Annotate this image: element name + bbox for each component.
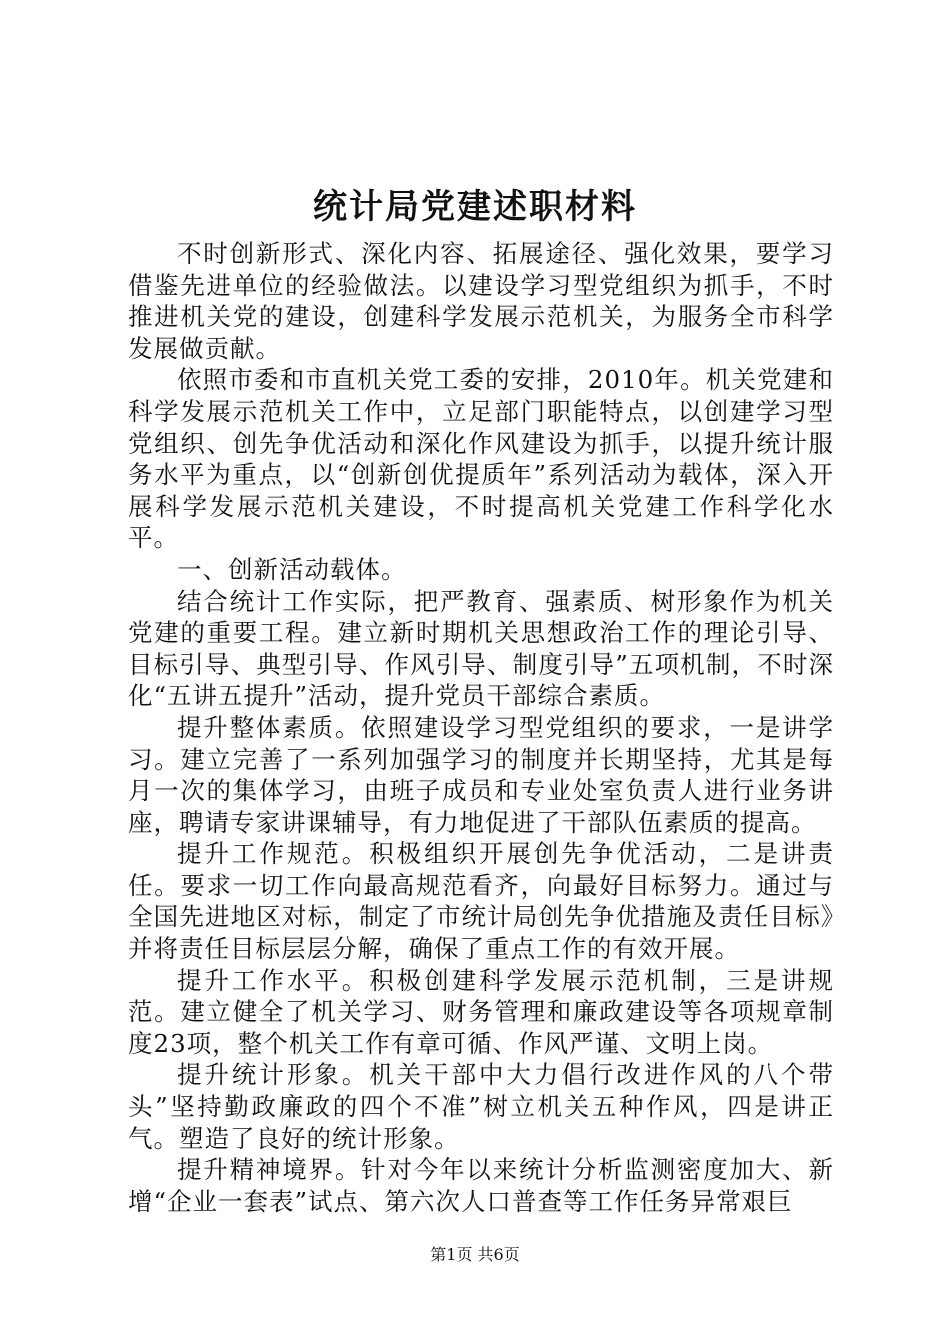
document-body xyxy=(128,238,834,1217)
section-heading: 一、创新活动载体。 xyxy=(177,554,407,584)
paragraph-7: 提升统计形象。机关干部中大力倡行改进作风的八个带头”坚持勤政廉政的四个不准”树立机关五种作风，四是讲正气。塑造了良好的统计形象。 xyxy=(128,1060,834,1153)
document-title: 统计局党建述职材料 xyxy=(313,187,637,227)
paragraph-3: 结合统计工作实际，把严教育、强素质、树形象作为机关党建的重要工程。建立新时期机关思想政治工作的理论引导、目标引导、典型引导、作风引导、制度引导”五项机制，不时深化“五讲五提升”活动，提升党员干部综合素质。 xyxy=(128,586,834,711)
paragraph-1: 不时创新形式、深化内容、拓展途径、强化效果，要学习借鉴先进单位的经验做法。以建设学习型党组织为抓手，不时推进机关党的建设，创建科学发展示范机关，为服务全市科学发展做贡献。 xyxy=(128,239,834,363)
paragraph-4: 提升整体素质。依照建设学习型党组织的要求，一是讲学习。建立完善了一系列加强学习的制度并长期坚持，尤其是每月一次的集体学习，由班子成员和专业处室负责人进行业务讲座，聘请专家讲课辅导，有力地促进了干部队伍素质的提高。 xyxy=(128,712,834,837)
paragraph-5: 提升工作规范。积极组织开展创先争优活动，二是讲责任。要求一切工作向最高规范看齐，向最好目标努力。通过与全国先进地区对标，制定了市统计局创先争优措施及责任目标》并将责任目标层层分解，确保了重点工作的有效开展。 xyxy=(128,839,834,964)
paragraph-6: 提升工作水平。积极创建科学发展示范机制，三是讲规范。建立健全了机关学习、财务管理和廉政建设等各项规章制度23项，整个机关工作有章可循、作风严谨、文明上岗。 xyxy=(128,965,834,1058)
paragraph-2: 依照市委和市直机关党工委的安排，2010年。机关党建和科学发展示范机关工作中，立足部门职能特点，以创建学习型党组织、创先争优活动和深化作风建设为抓手，以提升统计服务水平为重点，以“创新创优提质年”系列活动为载体，深入开展科学发展示范机关建设，不时提高机关党建工作科学化水平。 xyxy=(128,365,834,553)
page-number-footer: 第1页 共6页 xyxy=(430,1245,520,1264)
paragraph-8: 提升精神境界。针对今年以来统计分析监测密度加大、新增“企业一套表”试点、第六次人口普查等工作任务异常艰巨 xyxy=(128,1155,834,1216)
